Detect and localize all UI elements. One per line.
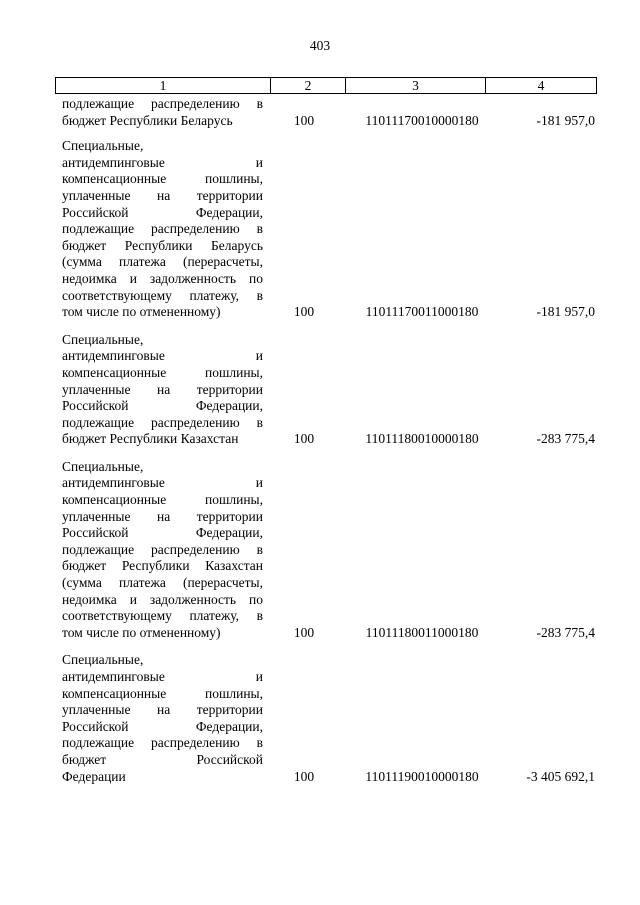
description-line: Специальные, bbox=[62, 331, 144, 347]
table-row bbox=[55, 459, 596, 642]
table-header bbox=[55, 77, 597, 94]
header-col-2: 2 bbox=[271, 78, 346, 94]
description-line: уплаченные на территории bbox=[62, 508, 263, 524]
description-line: Российской Федерации, bbox=[62, 718, 263, 734]
description-line: Российской Федерации, bbox=[62, 398, 263, 414]
description-line: бюджет Российской bbox=[62, 751, 263, 767]
table-row bbox=[55, 332, 596, 448]
header-col-4: 4 bbox=[486, 78, 597, 94]
description-line: подлежащие распределению в bbox=[62, 96, 263, 111]
description-line: подлежащие распределению в bbox=[62, 221, 263, 237]
table-body bbox=[55, 96, 596, 796]
row-description bbox=[55, 138, 263, 321]
description-line: соответствующему платежу, в bbox=[62, 287, 263, 303]
description-line: Специальные, bbox=[62, 138, 144, 154]
description-line: бюджет Республики Беларусь bbox=[62, 237, 263, 253]
header-col-1: 1 bbox=[56, 78, 271, 94]
row-budget-code: 11011170010000180 bbox=[365, 112, 479, 128]
row-amount: -283 775,4 bbox=[536, 624, 595, 640]
description-line: (сумма платежа (перерасчеты, bbox=[62, 254, 263, 270]
row-description bbox=[55, 459, 263, 642]
description-line: том числе по отмененному) bbox=[62, 624, 221, 640]
description-line: антидемпинговые и bbox=[62, 348, 263, 364]
description-line: том числе по отмененному) bbox=[62, 304, 221, 320]
description-line: компенсационные пошлины, bbox=[62, 364, 263, 380]
description-line: Специальные, bbox=[62, 458, 144, 474]
description-line: антидемпинговые и bbox=[62, 154, 263, 170]
description-line: бюджет Республики Беларусь bbox=[62, 112, 233, 128]
description-line: недоимка и задолженность по bbox=[62, 591, 263, 607]
description-line: Российской Федерации, bbox=[62, 525, 263, 541]
row-admin-code: 100 bbox=[293, 112, 315, 128]
description-line: бюджет Республики Казахстан bbox=[62, 558, 263, 574]
description-line: бюджет Республики Казахстан bbox=[62, 431, 239, 447]
description-line: уплаченные на территории bbox=[62, 702, 263, 718]
description-line: (сумма платежа (перерасчеты, bbox=[62, 575, 263, 591]
description-line: соответствующему платежу, в bbox=[62, 608, 263, 624]
table-row bbox=[55, 652, 596, 785]
description-line: подлежащие распределению в bbox=[62, 541, 263, 557]
header-col-3: 3 bbox=[346, 78, 486, 94]
row-amount: -283 775,4 bbox=[536, 431, 595, 447]
row-amount: -181 957,0 bbox=[536, 304, 595, 320]
description-line: недоимка и задолженность по bbox=[62, 270, 263, 286]
description-line: компенсационные пошлины, bbox=[62, 171, 263, 187]
table-row bbox=[55, 96, 596, 129]
row-admin-code: 100 bbox=[293, 304, 315, 320]
row-budget-code: 11011170011000180 bbox=[365, 304, 479, 320]
table-row bbox=[55, 138, 596, 321]
description-line: Специальные, bbox=[62, 652, 144, 668]
row-admin-code: 100 bbox=[293, 624, 315, 640]
row-description bbox=[55, 652, 263, 785]
row-amount: -3 405 692,1 bbox=[526, 768, 595, 784]
description-line: подлежащие распределению в bbox=[62, 414, 263, 430]
description-line: уплаченные на территории bbox=[62, 187, 263, 203]
description-line: Федерации bbox=[62, 768, 126, 784]
description-line: подлежащие распределению в bbox=[62, 735, 263, 751]
row-admin-code: 100 bbox=[293, 768, 315, 784]
row-admin-code: 100 bbox=[293, 431, 315, 447]
row-budget-code: 11011190010000180 bbox=[365, 768, 479, 784]
row-budget-code: 11011180010000180 bbox=[365, 431, 479, 447]
description-line: уплаченные на территории bbox=[62, 381, 263, 397]
description-line: Российской Федерации, bbox=[62, 204, 263, 220]
row-description bbox=[55, 96, 263, 129]
page-number: 403 bbox=[309, 38, 331, 53]
description-line: антидемпинговые и bbox=[62, 475, 263, 491]
description-line: компенсационные пошлины, bbox=[62, 685, 263, 701]
description-line: компенсационные пошлины, bbox=[62, 492, 263, 508]
description-line: антидемпинговые и bbox=[62, 669, 263, 684]
row-description bbox=[55, 332, 263, 448]
row-budget-code: 11011180011000180 bbox=[365, 624, 479, 640]
row-amount: -181 957,0 bbox=[536, 112, 595, 128]
